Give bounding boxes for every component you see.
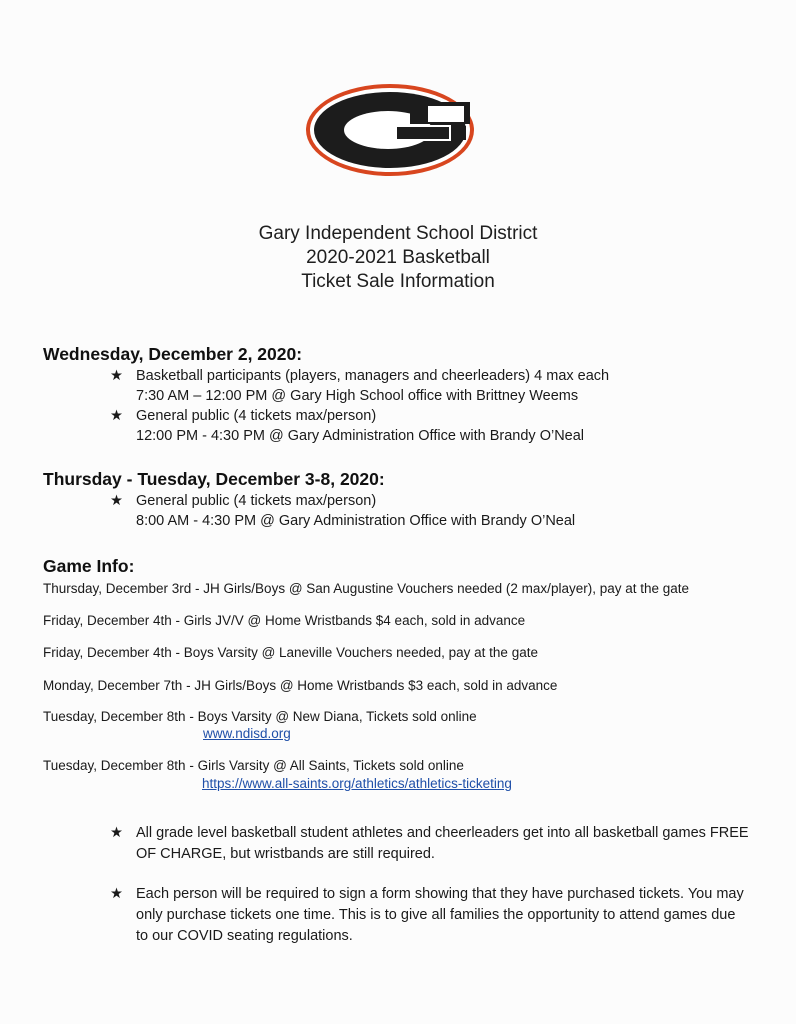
section-heading-wednesday: Wednesday, December 2, 2020: — [43, 344, 303, 364]
wednesday-bullets — [110, 366, 609, 446]
note-text: Each person will be required to sign a form showing that they have purchased tickets. You may only purchase tickets one time. This is to give all families the opportunity to attend games due to our COVID seating regulations. — [136, 886, 744, 944]
section-heading-thursday-tuesday: Thursday - Tuesday, December 3-8, 2020: — [43, 469, 385, 489]
bullet-item — [110, 491, 575, 531]
game-row: Tuesday, December 8th - Girls Varsity @ All Saints, Tickets sold online — [43, 758, 464, 773]
note-item — [110, 884, 750, 947]
thursday-bullets — [110, 491, 575, 531]
bullet-line: General public (4 tickets max/person) — [136, 408, 377, 424]
school-g-logo — [300, 80, 480, 180]
note-text: All grade level basketball student athletes and cheerleaders get into all basketball games FREE OF CHARGE, but wristbands are still required. — [136, 825, 749, 862]
star-icon: ★ — [110, 493, 123, 509]
star-icon: ★ — [110, 368, 123, 384]
section-heading-game-info: Game Info: — [43, 556, 135, 576]
document-title — [0, 222, 796, 294]
bullet-item — [110, 366, 609, 406]
star-icon: ★ — [110, 408, 123, 424]
note-item — [110, 823, 750, 865]
title-line-1: Gary Independent School District — [258, 223, 538, 244]
bullet-line: 7:30 AM – 12:00 PM @ Gary High School office with Brittney Weems — [136, 388, 579, 404]
star-icon: ★ — [110, 886, 123, 902]
bullet-line: 12:00 PM - 4:30 PM @ Gary Administration Office with Brandy O’Neal — [136, 428, 585, 444]
game-row: Tuesday, December 8th - Boys Varsity @ New Diana, Tickets sold online — [43, 709, 477, 724]
bullet-line: General public (4 tickets max/person) — [136, 493, 377, 509]
title-line-2: 2020-2021 Basketball — [306, 247, 490, 268]
game-row: Friday, December 4th - Boys Varsity @ Laneville Vouchers needed, pay at the gate — [43, 645, 538, 660]
bullet-line: Basketball participants (players, managers and cheerleaders) 4 max each — [136, 368, 610, 384]
star-icon: ★ — [110, 825, 123, 841]
notes-list — [110, 823, 750, 947]
title-line-3: Ticket Sale Information — [301, 271, 495, 292]
ndisd-link[interactable]: www.ndisd.org — [203, 726, 291, 741]
bullet-item — [110, 406, 609, 446]
game-row: Friday, December 4th - Girls JV/V @ Home Wristbands $4 each, sold in advance — [43, 613, 526, 628]
bullet-line: 8:00 AM - 4:30 PM @ Gary Administration Office with Brandy O’Neal — [136, 513, 576, 529]
game-row: Monday, December 7th - JH Girls/Boys @ Home Wristbands $3 each, sold in advance — [43, 678, 558, 693]
game-row: Thursday, December 3rd - JH Girls/Boys @ San Augustine Vouchers needed (2 max/player), pay at the gate — [43, 581, 690, 596]
all-saints-ticketing-link[interactable]: https://www.all-saints.org/athletics/athletics-ticketing — [202, 776, 512, 791]
